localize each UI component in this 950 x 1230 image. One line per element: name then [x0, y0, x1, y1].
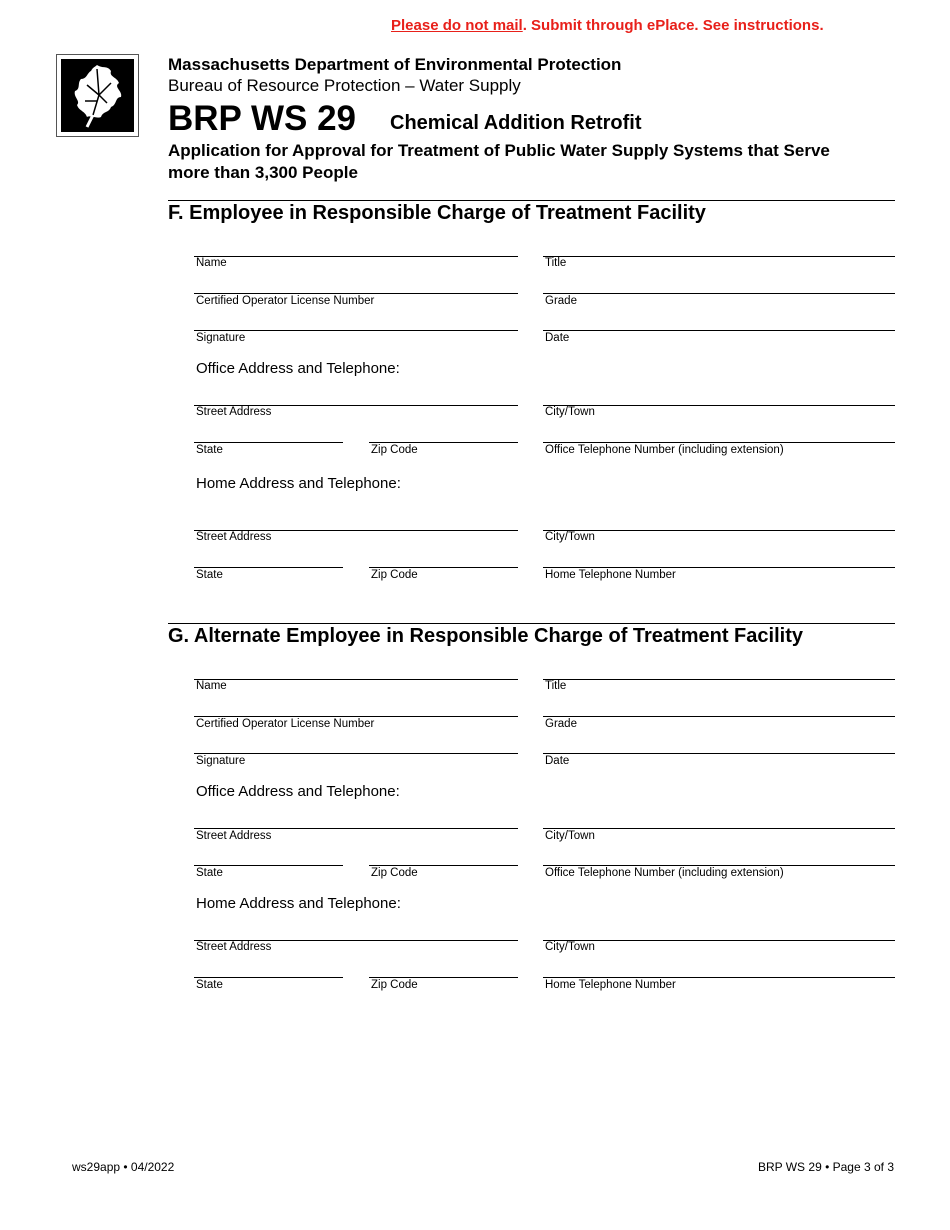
g-office-street-label: Street Address: [196, 830, 272, 842]
g-date-field[interactable]: [543, 753, 895, 754]
f-home-city-field[interactable]: [543, 530, 895, 531]
g-signature-label: Signature: [196, 755, 246, 767]
g-title-field[interactable]: [543, 679, 895, 680]
f-office-city-field[interactable]: [543, 405, 895, 406]
f-office-street-label: Street Address: [196, 406, 272, 418]
f-office-zip-label: Zip Code: [371, 444, 418, 456]
form-number: BRP WS 29: [168, 99, 357, 138]
f-office-zip-field[interactable]: [369, 442, 518, 443]
g-home-phone-label: Home Telephone Number: [545, 979, 676, 991]
f-signature-field[interactable]: [194, 330, 518, 331]
f-date-field[interactable]: [543, 330, 895, 331]
g-home-state-label: State: [196, 979, 223, 991]
g-name-label: Name: [196, 680, 227, 692]
f-office-phone-field[interactable]: [543, 442, 895, 443]
f-license-label: Certified Operator License Number: [196, 295, 375, 307]
f-home-state-field[interactable]: [194, 567, 343, 568]
g-office-phone-label: Office Telephone Number (including extension): [545, 867, 784, 879]
f-office-city-label: City/Town: [545, 406, 595, 418]
g-title-label: Title: [545, 680, 567, 692]
g-signature-field[interactable]: [194, 753, 518, 754]
f-home-state-label: State: [196, 569, 223, 581]
g-home-heading: Home Address and Telephone:: [196, 895, 401, 912]
f-home-phone-field[interactable]: [543, 567, 895, 568]
notice-rest: . Submit through ePlace. See instructions.: [522, 17, 824, 34]
department-name: Massachusetts Department of Environmental Protection: [168, 55, 622, 74]
g-grade-label: Grade: [545, 718, 577, 730]
f-title-label: Title: [545, 257, 567, 269]
f-name-field[interactable]: [194, 256, 518, 257]
g-license-field[interactable]: [194, 716, 518, 717]
f-grade-field[interactable]: [543, 293, 895, 294]
g-grade-field[interactable]: [543, 716, 895, 717]
form-title: Chemical Addition Retrofit: [390, 112, 642, 134]
f-license-field[interactable]: [194, 293, 518, 294]
bureau-name: Bureau of Resource Protection – Water Supply: [168, 76, 521, 95]
g-home-state-field[interactable]: [194, 977, 343, 978]
g-office-zip-field[interactable]: [369, 865, 518, 866]
f-office-state-label: State: [196, 444, 223, 456]
g-home-phone-field[interactable]: [543, 977, 895, 978]
f-title-field[interactable]: [543, 256, 895, 257]
f-office-heading: Office Address and Telephone:: [196, 360, 400, 377]
g-home-city-field[interactable]: [543, 940, 895, 941]
g-date-label: Date: [545, 755, 570, 767]
g-office-city-field[interactable]: [543, 828, 895, 829]
g-office-phone-field[interactable]: [543, 865, 895, 866]
massdep-oak-leaf-logo: [56, 54, 139, 137]
g-home-zip-label: Zip Code: [371, 979, 418, 991]
f-grade-label: Grade: [545, 295, 577, 307]
f-home-zip-field[interactable]: [369, 567, 518, 568]
footer-form-version: ws29app • 04/2022: [72, 1160, 175, 1174]
g-office-heading: Office Address and Telephone:: [196, 783, 400, 800]
g-name-field[interactable]: [194, 679, 518, 680]
f-home-zip-label: Zip Code: [371, 569, 418, 581]
submission-notice: [391, 17, 824, 34]
section-f-heading: F. Employee in Responsible Charge of Treatment Facility: [168, 202, 706, 224]
oak-leaf-icon: [57, 55, 138, 136]
footer-page-number: BRP WS 29 • Page 3 of 3: [757, 1160, 894, 1174]
f-home-heading: Home Address and Telephone:: [196, 475, 401, 492]
f-home-street-label: Street Address: [196, 531, 272, 543]
g-home-city-label: City/Town: [545, 941, 595, 953]
g-home-zip-field[interactable]: [369, 977, 518, 978]
f-home-phone-label: Home Telephone Number: [545, 569, 676, 581]
f-name-label: Name: [196, 257, 227, 269]
f-office-state-field[interactable]: [194, 442, 343, 443]
g-home-street-label: Street Address: [196, 941, 272, 953]
g-office-street-field[interactable]: [194, 828, 518, 829]
g-license-label: Certified Operator License Number: [196, 718, 375, 730]
g-office-state-field[interactable]: [194, 865, 343, 866]
section-f-rule: [168, 200, 895, 201]
g-office-state-label: State: [196, 867, 223, 879]
form-subtitle: Application for Approval for Treatment of Public Water Supply Systems that Serve more than 3,300 People: [168, 141, 830, 182]
notice-emphasis: Please do not mail: [391, 17, 523, 34]
section-g-heading: G. Alternate Employee in Responsible Charge of Treatment Facility: [168, 625, 803, 647]
g-office-zip-label: Zip Code: [371, 867, 418, 879]
f-office-phone-label: Office Telephone Number (including extension): [545, 444, 784, 456]
f-signature-label: Signature: [196, 332, 246, 344]
f-date-label: Date: [545, 332, 570, 344]
g-office-city-label: City/Town: [545, 830, 595, 842]
section-g-rule: [168, 623, 895, 624]
f-home-city-label: City/Town: [545, 531, 595, 543]
